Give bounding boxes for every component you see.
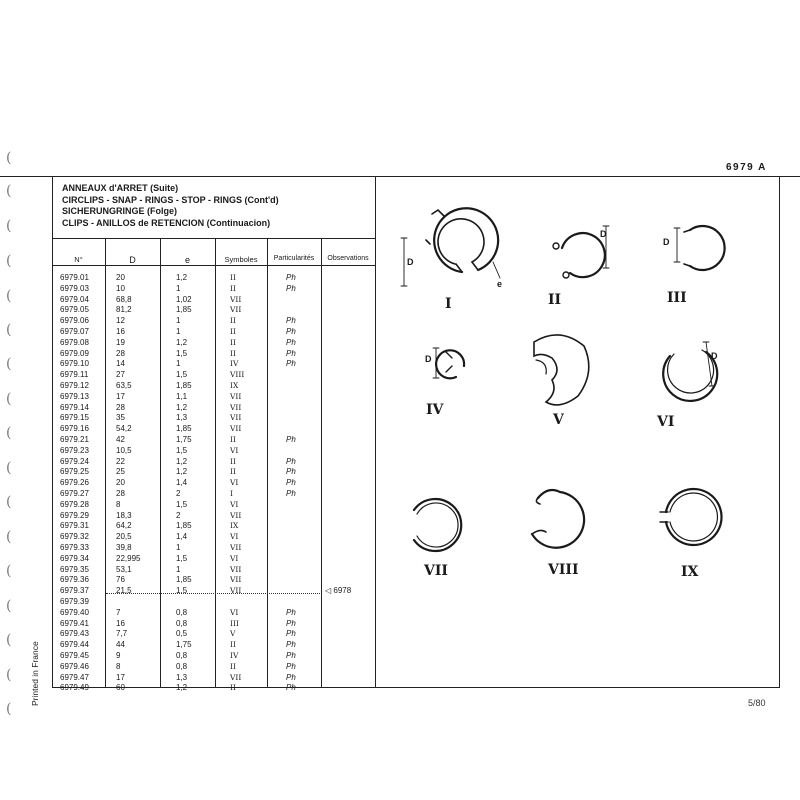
circlip-type-ix-icon — [660, 489, 722, 545]
cell-particularity: Ph — [286, 467, 296, 477]
circlip-type-i-icon — [426, 208, 498, 272]
cell-symbol: II — [230, 456, 236, 466]
table-row — [52, 511, 375, 522]
cell-symbol: II — [230, 661, 236, 671]
cell-no: 6979.29 — [60, 510, 89, 520]
cell-symbol: VII — [230, 586, 242, 596]
title-rule — [52, 238, 375, 239]
cell-particularity: Ph — [286, 348, 296, 358]
cell-d: 20,5 — [116, 532, 132, 542]
cell-no: 6979.12 — [60, 381, 89, 390]
cell-d: 8 — [116, 661, 121, 671]
cell-symbol: VI — [230, 445, 239, 455]
circlip-figures — [376, 177, 778, 687]
cell-particularity: Ph — [286, 618, 296, 628]
cell-no: 6979.24 — [60, 456, 89, 466]
cell-d: 22 — [116, 456, 125, 466]
cell-no: 6979.16 — [60, 424, 89, 434]
cell-no: 6979.21 — [60, 435, 89, 444]
margin-paren: ( — [6, 391, 12, 407]
table-row — [52, 554, 375, 565]
figure-label: II — [548, 292, 562, 308]
table-row — [52, 521, 375, 532]
cell-d: 54,2 — [116, 424, 132, 434]
figure-label: VIII — [548, 562, 579, 578]
col-header-e: e — [184, 255, 190, 265]
cell-d: 28 — [116, 402, 125, 412]
cell-e: 1,3 — [176, 672, 188, 682]
margin-paren: ( — [6, 356, 12, 372]
cell-no: 6979.14 — [60, 402, 89, 412]
cell-e: 1,1 — [176, 391, 188, 401]
page-code: 6979 A — [726, 162, 767, 173]
cell-symbol: IX — [230, 381, 239, 390]
table-row — [52, 478, 375, 489]
cell-d: 20 — [116, 478, 125, 488]
cell-particularity: Ph — [286, 316, 296, 326]
cell-symbol: II — [230, 273, 236, 282]
cell-symbol: II — [230, 640, 236, 650]
cell-e: 1,2 — [176, 467, 188, 477]
cell-d: 25 — [116, 467, 125, 477]
cell-d: 8 — [116, 499, 121, 509]
cell-no: 6979.01 — [60, 273, 89, 282]
cell-e: 1,3 — [176, 413, 188, 423]
margin-paren: ( — [6, 632, 12, 648]
dimension-label: D — [663, 237, 670, 247]
cell-no: 6979.23 — [60, 445, 89, 455]
table-row — [52, 532, 375, 543]
table-row — [52, 392, 375, 403]
cell-symbol: IV — [230, 651, 239, 660]
cell-particularity: Ph — [286, 489, 296, 498]
cell-d: 27 — [116, 370, 125, 380]
cell-no: 6979.46 — [60, 661, 89, 671]
figure-label: I — [445, 296, 452, 312]
figure-label: V — [553, 412, 564, 428]
table-row — [52, 500, 375, 511]
cell-no: 6979.06 — [60, 316, 89, 326]
cell-d: 7,7 — [116, 629, 128, 639]
cell-particularity: Ph — [286, 651, 296, 660]
cell-e: 0,8 — [176, 661, 188, 671]
margin-paren: ( — [6, 667, 12, 683]
cell-e: 1 — [176, 327, 181, 336]
cell-symbol: VII — [230, 402, 242, 412]
cell-no: 6979.25 — [60, 467, 89, 477]
cell-no: 6979.10 — [60, 359, 89, 369]
cell-no: 6979.11 — [60, 370, 89, 380]
cell-d: 19 — [116, 337, 125, 347]
cell-e: 1,2 — [176, 273, 188, 282]
cell-d: 16 — [116, 618, 125, 628]
cell-e: 1,85 — [176, 424, 192, 434]
cell-e: 1 — [176, 564, 181, 574]
figure-label: IX — [681, 564, 699, 580]
table-row — [52, 673, 375, 684]
table-row — [52, 273, 375, 284]
table-row — [52, 565, 375, 576]
cell-e: 1,85 — [176, 305, 192, 315]
title-block — [62, 183, 279, 229]
cell-e: 1,2 — [176, 402, 188, 412]
cell-d: 68,8 — [116, 294, 132, 304]
cell-e: 1,5 — [176, 370, 188, 380]
cell-no: 6979.41 — [60, 618, 89, 628]
table-row — [52, 284, 375, 295]
cell-e: 0,8 — [176, 607, 188, 617]
table-row — [52, 295, 375, 306]
cell-d: 64,2 — [116, 521, 132, 531]
table-row — [52, 305, 375, 316]
cell-d: 28 — [116, 348, 125, 358]
margin-paren: ( — [6, 150, 12, 166]
cell-e: 2 — [176, 510, 181, 520]
cell-d: 39,8 — [116, 543, 132, 552]
cell-no: 6979.07 — [60, 327, 89, 336]
cell-symbol: I — [230, 489, 233, 498]
cell-particularity: Ph — [286, 672, 296, 682]
cell-no: 6979.40 — [60, 607, 89, 617]
cell-symbol: VII — [230, 543, 242, 552]
margin-paren: ( — [6, 425, 12, 441]
cell-d: 17 — [116, 672, 125, 682]
figure-label: IV — [426, 402, 444, 418]
margin-paren: ( — [6, 598, 12, 614]
cell-e: 1,2 — [176, 683, 188, 693]
cell-no: 6979.34 — [60, 553, 89, 563]
cell-symbol: II — [230, 327, 236, 336]
cell-symbol: II — [230, 435, 236, 444]
title-fr: ANNEAUX d'ARRET (Suite) — [62, 183, 179, 193]
cell-symbol: VIII — [230, 370, 245, 380]
table-row — [52, 316, 375, 327]
cell-e: 1,5 — [176, 499, 188, 509]
cell-e: 0,5 — [176, 629, 188, 639]
cell-symbol: VII — [230, 294, 242, 304]
cell-d: 60 — [116, 683, 125, 693]
col-header-no: N° — [74, 255, 83, 264]
cell-symbol: II — [230, 467, 236, 477]
table-row — [52, 489, 375, 500]
cell-no: 6979.08 — [60, 337, 89, 347]
table-row — [52, 619, 375, 630]
cell-no: 6979.36 — [60, 575, 89, 585]
col-header-d: D — [129, 255, 136, 265]
margin-paren: ( — [6, 288, 12, 304]
cell-no: 6979.43 — [60, 629, 89, 639]
cell-particularity: Ph — [286, 273, 296, 282]
cell-d: 35 — [116, 413, 125, 423]
dimension-label: D — [425, 354, 432, 364]
cell-d: 18,3 — [116, 510, 132, 520]
cell-no: 6979.05 — [60, 305, 89, 315]
table-row — [52, 457, 375, 468]
cell-d: 53,1 — [116, 564, 132, 574]
column-header-rule — [52, 265, 375, 266]
cell-no: 6979.37 — [60, 586, 89, 596]
cell-d: 12 — [116, 316, 125, 326]
title-de: SICHERUNGRINGE (Folge) — [62, 206, 178, 217]
cell-d: 7 — [116, 607, 121, 617]
title-es: CLIPS - ANILLOS de RETENCION (Continuacion) — [62, 217, 271, 228]
cell-no: 6979.31 — [60, 521, 89, 531]
figure-label: III — [667, 290, 687, 306]
cell-d: 9 — [116, 651, 121, 660]
circlip-type-vii-icon — [414, 499, 461, 551]
cell-no: 6979.03 — [60, 283, 89, 293]
dimension-label: D — [600, 229, 607, 239]
table-row — [52, 597, 375, 608]
table-row — [52, 446, 375, 457]
cell-particularity: Ph — [286, 607, 296, 617]
cell-e: 1,4 — [176, 532, 188, 542]
cell-no: 6979.27 — [60, 489, 89, 498]
cell-symbol: VI — [230, 532, 239, 542]
cell-symbol: IV — [230, 359, 239, 369]
cell-no: 6979.47 — [60, 672, 89, 682]
cell-no: 6979.39 — [60, 597, 89, 606]
table-row — [52, 359, 375, 370]
dimension-label: e — [497, 279, 503, 289]
table-row — [52, 629, 375, 640]
cell-particularity: Ph — [286, 456, 296, 466]
cell-d: 28 — [116, 489, 125, 498]
cell-e: 1,02 — [176, 294, 192, 304]
cell-d: 76 — [116, 575, 125, 585]
table-row — [52, 575, 375, 586]
cell-particularity: Ph — [286, 640, 296, 650]
cell-symbol: VII — [230, 391, 242, 401]
col-header-symboles: Symboles — [224, 255, 258, 264]
cell-d: 22,995 — [116, 553, 141, 563]
dimension-label: D — [711, 351, 718, 361]
cell-e: 0,8 — [176, 618, 188, 628]
cell-e: 1,75 — [176, 640, 192, 650]
figure-label: VI — [657, 414, 675, 430]
table-row — [52, 651, 375, 662]
cell-d: 81,2 — [116, 305, 132, 315]
cell-e: 1,2 — [176, 456, 188, 466]
cell-e: 1,2 — [176, 337, 188, 347]
table-row — [52, 608, 375, 619]
cell-symbol: IX — [230, 521, 239, 531]
circlip-type-viii-icon — [532, 490, 584, 548]
cell-d: 21,5 — [116, 586, 132, 596]
cell-symbol: VII — [230, 305, 242, 315]
table-row — [52, 683, 375, 694]
cell-e: 0,8 — [176, 651, 188, 660]
cell-e: 1 — [176, 543, 181, 552]
margin-paren: ( — [6, 218, 12, 234]
cell-symbol: VI — [230, 499, 239, 509]
cell-symbol: VII — [230, 413, 242, 423]
cell-d: 10,5 — [116, 445, 132, 455]
cell-symbol: VI — [230, 478, 239, 488]
cell-symbol: VI — [230, 607, 239, 617]
margin-paren: ( — [6, 322, 12, 338]
dimension-label: D — [407, 257, 414, 267]
cell-symbol: II — [230, 337, 236, 347]
cell-particularity: Ph — [286, 359, 296, 369]
cell-particularity: Ph — [286, 327, 296, 336]
cell-e: 1,5 — [176, 553, 188, 563]
margin-paren: ( — [6, 494, 12, 510]
margin-paren: ( — [6, 701, 12, 717]
table-row — [52, 403, 375, 414]
cell-e: 1,75 — [176, 435, 192, 444]
dimension-e-icon — [493, 262, 500, 278]
cell-no: 6979.32 — [60, 532, 89, 542]
table-row — [52, 327, 375, 338]
cell-no: 6979.04 — [60, 294, 89, 304]
margin-paren: ( — [6, 183, 12, 199]
table-row — [52, 640, 375, 651]
cell-no: 6979.28 — [60, 499, 89, 509]
cell-symbol: VI — [230, 553, 239, 563]
circlip-type-vi-icon — [663, 342, 717, 401]
cell-no: 6979.33 — [60, 543, 89, 552]
cell-symbol: II — [230, 683, 236, 693]
cell-e: 2 — [176, 489, 181, 498]
cell-e: 1,5 — [176, 348, 188, 358]
table-row — [52, 467, 375, 478]
cell-d: 10 — [116, 283, 125, 293]
table-row — [52, 435, 375, 446]
cell-symbol: VII — [230, 510, 242, 520]
printed-in-france: Printed in France — [30, 641, 40, 706]
circlip-type-iii-icon — [674, 226, 725, 270]
margin-paren: ( — [6, 253, 12, 269]
reference-note: ◁ 6978 — [325, 586, 352, 595]
cell-symbol: II — [230, 348, 236, 358]
cell-symbol: VII — [230, 564, 242, 574]
table-row — [52, 370, 375, 381]
col-header-particularites: Particularités — [273, 255, 315, 262]
cell-symbol: VII — [230, 672, 242, 682]
cell-e: 1,5 — [176, 586, 188, 596]
cell-no: 6979.15 — [60, 413, 89, 423]
cell-e: 1,5 — [176, 445, 188, 455]
table-row — [52, 381, 375, 392]
cell-d: 44 — [116, 640, 125, 650]
cell-symbol: II — [230, 316, 236, 326]
cell-d: 17 — [116, 391, 125, 401]
table-row — [52, 662, 375, 673]
table-row — [52, 349, 375, 360]
table-row — [52, 543, 375, 554]
cell-no: 6979.13 — [60, 391, 89, 401]
cell-particularity: Ph — [286, 435, 296, 444]
cell-e: 1,4 — [176, 478, 188, 488]
cell-particularity: Ph — [286, 683, 296, 693]
circlip-type-iv-icon — [433, 348, 464, 378]
cell-no: 6979.45 — [60, 651, 89, 660]
table-row — [52, 413, 375, 424]
cell-particularity: Ph — [286, 283, 296, 293]
cell-d: 14 — [116, 359, 125, 369]
page-number: 5/80 — [748, 698, 766, 708]
cell-no: 6979.35 — [60, 564, 89, 574]
cell-e: 1,85 — [176, 521, 192, 531]
cell-symbol: III — [230, 618, 239, 628]
cell-no: 6979.49 — [60, 683, 89, 693]
dotted-leader — [106, 593, 320, 594]
figure-label: VII — [424, 563, 448, 579]
cell-e: 1 — [176, 316, 181, 326]
cell-symbol: II — [230, 283, 236, 293]
cell-e: 1,85 — [176, 575, 192, 585]
cell-e: 1,85 — [176, 381, 192, 390]
cell-e: 1 — [176, 359, 181, 369]
cell-particularity: Ph — [286, 629, 296, 639]
cell-d: 16 — [116, 327, 125, 336]
cell-symbol: V — [230, 629, 236, 639]
margin-paren: ( — [6, 460, 12, 476]
cell-particularity: Ph — [286, 337, 296, 347]
cell-symbol: VII — [230, 424, 242, 434]
cell-d: 42 — [116, 435, 125, 444]
cell-no: 6979.26 — [60, 478, 89, 488]
col-header-observations: Observations — [327, 255, 369, 262]
cell-d: 20 — [116, 273, 125, 282]
cell-particularity: Ph — [286, 478, 296, 488]
margin-paren: ( — [6, 563, 12, 579]
cell-no: 6979.09 — [60, 348, 89, 358]
title-en: CIRCLIPS - SNAP - RINGS - STOP - RINGS (Cont'd) — [62, 194, 279, 205]
cell-d: 63,5 — [116, 381, 132, 390]
margin-paren: ( — [6, 529, 12, 545]
table-row — [52, 338, 375, 349]
circlip-type-v-icon — [534, 335, 589, 405]
cell-e: 1 — [176, 283, 181, 293]
cell-symbol: VII — [230, 575, 242, 585]
cell-no: 6979.44 — [60, 640, 89, 650]
cell-particularity: Ph — [286, 661, 296, 671]
table-row — [52, 424, 375, 435]
